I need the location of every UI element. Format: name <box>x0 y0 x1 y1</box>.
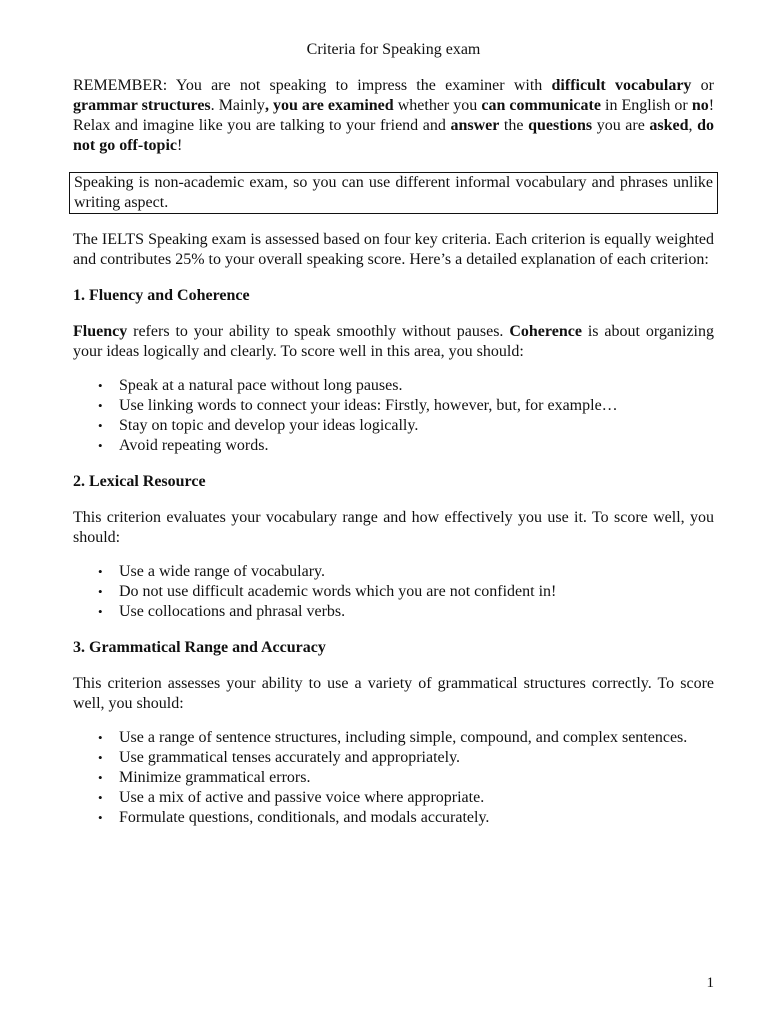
text-run: refers to your ability to speak smoothly without pauses. <box>127 323 510 340</box>
section-heading-lexical: 2. Lexical Resource <box>73 473 206 490</box>
list-item: • Use linking words to connect your ideas: Firstly, however, but, for example… <box>119 396 714 416</box>
text-run: , <box>688 117 698 134</box>
text-run: the <box>499 117 529 134</box>
list-item: • Use grammatical tenses accurately and appropriately. <box>119 748 714 768</box>
text-run: ! Relax and imagine like you are talking to your friend and <box>73 97 715 134</box>
text-run: REMEMBER: You are not speaking to impress the examiner with <box>73 77 552 94</box>
page-number: 1 <box>706 975 714 991</box>
boxed-note: Speaking is non-academic exam, so you can use different informal vocabulary and phrases unlike writing aspect. <box>69 172 718 214</box>
bold-run: questions <box>528 117 593 134</box>
text-run: is about organizing your ideas logically and clearly. To score well in this area, you should: <box>73 323 714 360</box>
bold-run: no <box>691 97 709 114</box>
text-run: or <box>691 77 714 94</box>
bullet-list-fluency <box>73 376 714 456</box>
bold-run: asked <box>649 117 689 134</box>
bold-run: , you are examined <box>264 97 394 114</box>
remember-paragraph <box>73 76 714 156</box>
section-description-lexical: This criterion evaluates your vocabulary range and how effectively you use it. To score well, you should: <box>73 509 714 546</box>
section-description-grammar: This criterion assesses your ability to use a variety of grammatical structures correctly. To score well, you should: <box>73 675 714 712</box>
list-item: • Do not use difficult academic words which you are not confident in! <box>119 582 714 602</box>
bold-run: do not go off-topic <box>73 117 715 154</box>
bold-run: can communicate <box>481 97 601 114</box>
text-run: . Mainly <box>210 97 265 114</box>
page-title: Criteria for Speaking exam <box>306 41 481 58</box>
text-run: ! <box>176 137 183 154</box>
bold-run: Coherence <box>509 323 582 340</box>
bullet-list-grammar <box>73 728 714 828</box>
section-description-fluency <box>73 322 714 362</box>
bold-run: grammar structures <box>73 97 211 114</box>
list-item: • Use a range of sentence structures, including simple, compound, and complex sentences. <box>119 728 714 748</box>
bold-run: Fluency <box>73 323 128 340</box>
list-item: • Use collocations and phrasal verbs. <box>119 602 714 622</box>
section-heading-fluency: 1. Fluency and Coherence <box>73 287 250 304</box>
list-item: • Stay on topic and develop your ideas logically. <box>119 416 714 436</box>
section-heading-grammar: 3. Grammatical Range and Accuracy <box>73 639 326 656</box>
bold-run: difficult vocabulary <box>551 77 692 94</box>
text-run: in English or <box>600 97 692 114</box>
list-item: • Minimize grammatical errors. <box>119 768 714 788</box>
text-run: you are <box>592 117 650 134</box>
list-item: • Avoid repeating words. <box>119 436 714 456</box>
bullet-list-lexical <box>73 562 714 622</box>
list-item: • Use a wide range of vocabulary. <box>119 562 714 582</box>
list-item: • Formulate questions, conditionals, and modals accurately. <box>119 808 714 828</box>
text-run: whether you <box>393 97 482 114</box>
intro-paragraph: The IELTS Speaking exam is assessed based on four key criteria. Each criterion is equally weighted and contributes 25% to your overall speaking score. Here’s a detailed explanation of each criterion: <box>73 231 714 268</box>
list-item: • Speak at a natural pace without long pauses. <box>119 376 714 396</box>
list-item: • Use a mix of active and passive voice where appropriate. <box>119 788 714 808</box>
bold-run: answer <box>450 117 500 134</box>
